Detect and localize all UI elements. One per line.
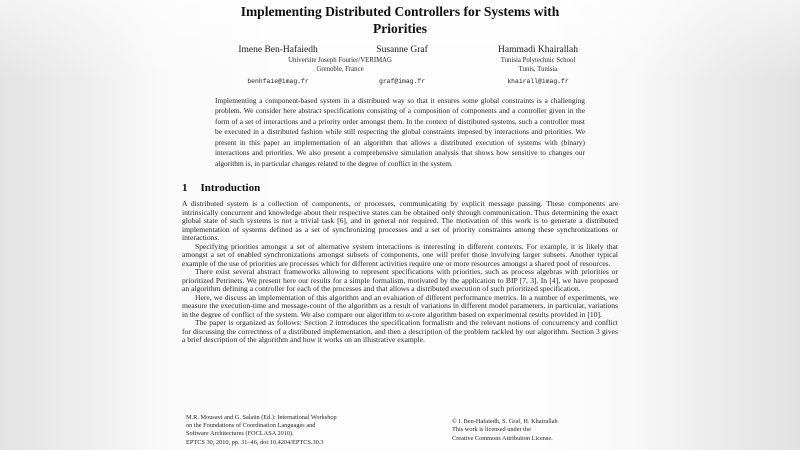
footer-publication-info: [186, 414, 337, 447]
author-emails-row: [222, 78, 458, 85]
affiliation-verimag-line-1: Universite Joseph Fourier/VERIMAG: [288, 57, 392, 64]
license-line-1: This work is licensed under the: [452, 426, 531, 434]
copyright-authors-line: © I. Ben-Hafaiedh, S. Graf, H. Khairallah: [452, 418, 558, 426]
paper-title: [200, 3, 600, 37]
section-title: Introduction: [200, 182, 261, 195]
author-group-tunisia: [498, 45, 578, 85]
paragraph-4: Here, we discuss an implementation of this algorithm and an evaluation of different performance metrics. In a number of experiments, we measure the execution-time and message-count of the algorithm as a result of variations in different model parameters, in particular, variations in the degree of conflict of the system. We also compare our algorithm to α-core algorithm based on experimental results provided in [10].: [182, 292, 618, 319]
paragraph-1: A distributed system is a collection of components, or processes, communicating by explicit message passing. These components are intrinsically concurrent and knowledge about their respective states can be obtained only through communication. Thus determining the exact global state of such systems is not a trivial task [6], and in general not required. The motivation of this work is to generate a distributed implementation of systems defined as a set of synchronizing processes and a set of priority constraints among these synchronizations or interactions.: [182, 199, 618, 243]
content-column: [182, 0, 618, 345]
paper-title-line-2: Priorities: [373, 21, 427, 36]
paper-title-line-1: Implementing Distributed Controllers for Systems with: [240, 4, 560, 19]
section-number: 1: [182, 182, 188, 195]
paragraph-3: There exist several abstract frameworks allowing to represent specifications with priorities, such as process algebras with priorities or prioritized Petrinets. We present here our results for a simple formalism, motivated by the application to BIP [7, 3]. In [4], we have proposed an algorithm defining a controller for each of the processes and that allows a distributed execution of such prioritized specification.: [182, 267, 618, 294]
license-line-2: Creative Commons Attribution License.: [452, 434, 553, 442]
author-names-row: [222, 45, 458, 55]
authors-block: [182, 45, 618, 85]
footer-venue-line: Software Architectures (FOCLASA 2010).: [186, 430, 294, 438]
author-name-ben-hafaiedh: Imene Ben-Hafaiedh: [238, 45, 318, 55]
email-khairallah: khairall@imag.fr: [507, 77, 569, 85]
affiliation-tunisia: [501, 57, 576, 75]
affiliation-verimag: [288, 57, 392, 75]
footer-workshop-line: on the Foundations of Coordination Languages and: [186, 422, 316, 430]
author-name-khairallah: Hammadi Khairallah: [498, 45, 578, 55]
footer-editors-line: M.R. Mousavi and G. Salaün (Ed.): International Workshop: [186, 413, 337, 421]
introduction-body: [182, 200, 618, 345]
paragraph-2: Specifying priorities amongst a set of alternative system interactions is interesting in different contexts. For example, it is likely that amongst a set of enabled synchronizations amongst subsets of components, one will prefer those involving larger subsets. Another typical example of the use of priorities are processes which for different activities require one or more resources amongst a shared pool of resources.: [182, 241, 618, 268]
affiliation-verimag-line-2: Grenoble, France: [316, 65, 364, 73]
footer-copyright: [452, 418, 558, 443]
affiliation-tunisia-line-2: Tunis, Tunisia: [518, 65, 558, 73]
author-name-graf: Susanne Graf: [376, 45, 428, 55]
affiliation-tunisia-line-1: Tunisia Polytechnic School: [500, 57, 576, 64]
footer-doi-line: EPTCS 30, 2010, pp. 31–46, doi:10.4204/EPTCS.30.3: [186, 438, 324, 446]
section-heading-introduction: [182, 182, 618, 194]
email-ben-hafaiedh: benhfaie@imag.fr: [247, 77, 309, 85]
author-group-verimag: [222, 45, 458, 85]
email-graf: graf@imag.fr: [379, 77, 426, 85]
paragraph-5: The paper is organized as follows: Section 2 introduces the specification formalism and the relevant notions of concurrency and conflict for discussing the correctness of a distributed implementation, and then a description of the problem tackled by our algorithm. Section 3 gives a brief description of the algorithm and how it works on an illustrative example.: [182, 318, 618, 345]
abstract-text: Implementing a component-based system in a distributed way so that it ensures some global constraints is a challenging problem. We consider here abstract specifications consisting of a composition of components and a controller given in the form of a set of interactions and a priority order amongst them. In the context of distributed systems, such a controller must be executed in a distributed fashion while still respecting the global constraints imposed by interactions and priorities. We present in this paper an implementation of an algorithm that allows a distributed execution of systems with (binary) interactions and priorities. We also present a comprehensive simulation analysis that shows how sensitive to changes our algorithm is, in particular changes related to the degree of conflict in the system.: [215, 95, 585, 168]
